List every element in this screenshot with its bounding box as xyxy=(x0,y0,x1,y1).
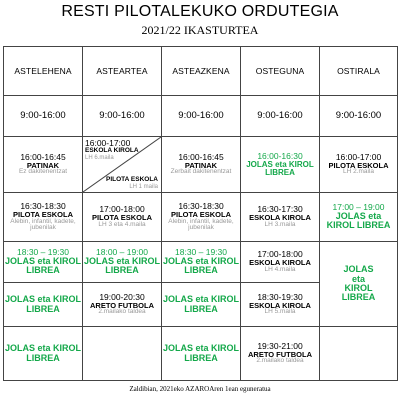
tuesday-eskola-kirola xyxy=(85,139,139,161)
activity: ARETO FUTBOLA xyxy=(247,349,313,359)
activity: ESKOLA KIROLA xyxy=(249,300,311,310)
group: Alebin, infantil, kadete, jubenilak xyxy=(168,217,234,232)
cell-wednesday-patinak xyxy=(162,137,241,193)
general-hours-friday: 9:00-16:00 xyxy=(320,96,398,137)
cell-monday-patinak xyxy=(4,137,83,193)
time: 16:00-17:00 xyxy=(85,138,131,148)
cell-tuesday-jolas xyxy=(83,242,162,283)
group: LH 5.maila xyxy=(264,308,296,316)
cell-friday-empty xyxy=(320,327,398,381)
footer-note: Zaldibian, 2021eko AZAROAren 1ean eguneratua xyxy=(129,385,271,393)
cell-wednesday-jolas-1 xyxy=(162,242,241,283)
cell-tuesday-split xyxy=(83,137,162,193)
cell-friday-jolas xyxy=(320,193,398,242)
time: 17:00-18:00 xyxy=(257,249,303,260)
group: Alebin, infantil, kadete, jubenilak xyxy=(10,217,76,232)
group: 2.mailako taldea xyxy=(98,308,146,316)
cell-thursday-eskola-kirola-4 xyxy=(241,242,320,283)
cell-thursday-eskola-kirola xyxy=(241,193,320,242)
cell-thursday-futbola xyxy=(241,327,320,381)
activity: JOLAS eta KIROL LIBREA xyxy=(5,294,82,314)
time: 18:30-19:30 xyxy=(257,291,303,302)
row-evening-3 xyxy=(4,327,398,381)
activity: JOLAS eta KIROL LIBREA xyxy=(246,159,314,177)
header-row xyxy=(4,47,398,96)
page-subtitle: 2021/22 IKASTURTEA xyxy=(141,23,259,37)
general-hours-tuesday: 9:00-16:00 xyxy=(83,96,162,137)
day-header-wednesday: ASTEAZKENA xyxy=(162,47,241,96)
activity: PILOTA ESKOLA xyxy=(171,209,231,219)
activity: JOLAS eta KIROL LIBREA xyxy=(163,256,240,276)
time: 16:00-16:45 xyxy=(178,151,224,162)
cell-tuesday-empty xyxy=(83,327,162,381)
day-header-friday: OSTIRALA xyxy=(320,47,398,96)
day-header-thursday: OSTEGUNA xyxy=(241,47,320,96)
activity: ESKOLA KIROLA xyxy=(249,258,311,268)
row-afternoon-1 xyxy=(4,137,398,193)
cell-friday-jolas-2 xyxy=(320,242,398,327)
cell-friday-pilota xyxy=(320,137,398,193)
activity: PILOTA ESKOLA xyxy=(328,160,389,170)
group: 2.mailako taldea xyxy=(256,357,304,365)
cell-monday-jolas-1 xyxy=(4,242,83,283)
tuesday-pilota-eskola xyxy=(106,177,158,190)
word: LIBREA xyxy=(341,292,376,303)
page-title: RESTI PILOTALEKUKO ORDUTEGIA xyxy=(61,3,339,20)
row-afternoon-2 xyxy=(4,193,398,242)
cell-wednesday-jolas-2 xyxy=(162,283,241,327)
time: 16:30-18:30 xyxy=(178,200,224,211)
cell-tuesday-futbola xyxy=(83,283,162,327)
activity: JOLAS eta KIROL LIBREA xyxy=(5,343,82,363)
activity: ESKOLA KIROLA xyxy=(85,146,139,154)
time: 17:00 – 19:00 xyxy=(332,202,385,213)
activity: PILOTA ESKOLA xyxy=(106,175,158,183)
group: LH 2.maila xyxy=(342,168,375,176)
general-hours-thursday: 9:00-16:00 xyxy=(241,96,320,137)
time: 18:00 – 19:00 xyxy=(96,247,148,258)
cell-monday-jolas-2 xyxy=(4,283,83,327)
time: 19:00-20:30 xyxy=(99,291,145,302)
general-hours-wednesday: 9:00-16:00 xyxy=(162,96,241,137)
day-header-monday: ASTELEHENA xyxy=(4,47,83,96)
group: LH 4.maila xyxy=(264,265,296,273)
time: 18:30 – 19:30 xyxy=(17,247,69,258)
group: LH 1 maila xyxy=(129,183,158,190)
word: KIROL xyxy=(344,283,373,293)
cell-wednesday-jolas-3 xyxy=(162,327,241,381)
activity: ESKOLA KIROLA xyxy=(249,213,311,223)
activity: ARETO FUTBOLA xyxy=(89,300,155,310)
activity: PATINAK xyxy=(184,160,218,170)
time: 16:30-17:30 xyxy=(257,204,303,215)
activity: PILOTA ESKOLA xyxy=(13,209,73,219)
word: JOLAS xyxy=(343,264,374,275)
schedule-table xyxy=(3,46,398,381)
activity: JOLAS eta KIROL LIBREA xyxy=(5,256,82,276)
group: LH 3 eta 4.maila xyxy=(98,220,146,228)
activity: JOLAS eta KIROL LIBREA xyxy=(326,211,391,231)
cell-thursday-eskola-kirola-5 xyxy=(241,283,320,327)
general-hours-monday: 9:00-16:00 xyxy=(4,96,83,137)
cell-monday-pilota xyxy=(4,193,83,242)
activity: JOLAS eta KIROL LIBREA xyxy=(163,343,240,363)
general-hours-row xyxy=(4,96,398,137)
group: LH 3.maila xyxy=(264,220,296,228)
day-header-tuesday: ASTEARTEA xyxy=(83,47,162,96)
group: LH 6.maila xyxy=(85,154,114,161)
time: 16:00-16:30 xyxy=(257,150,303,161)
group: Ez dakitenentzat xyxy=(18,168,68,176)
activity: PATINAK xyxy=(26,160,60,170)
time: 17:00-18:00 xyxy=(99,204,145,215)
time: 16:00-16:45 xyxy=(20,151,66,162)
group: Zerbait dakitenentzat xyxy=(170,168,232,176)
cell-thursday-jolas xyxy=(241,137,320,193)
activity: JOLAS eta KIROL LIBREA xyxy=(84,256,161,276)
row-evening-1 xyxy=(4,242,398,283)
activity: PILOTA ESKOLA xyxy=(92,213,152,223)
word: eta xyxy=(351,273,365,284)
cell-wednesday-pilota xyxy=(162,193,241,242)
time: 19:30-21:00 xyxy=(257,340,303,351)
cell-tuesday-pilota xyxy=(83,193,162,242)
time: 16:00-17:00 xyxy=(335,151,382,162)
activity: JOLAS eta KIROL LIBREA xyxy=(163,294,240,314)
cell-monday-jolas-3 xyxy=(4,327,83,381)
time: 18:30 – 19:30 xyxy=(175,247,227,258)
time: 16:30-18:30 xyxy=(20,200,66,211)
